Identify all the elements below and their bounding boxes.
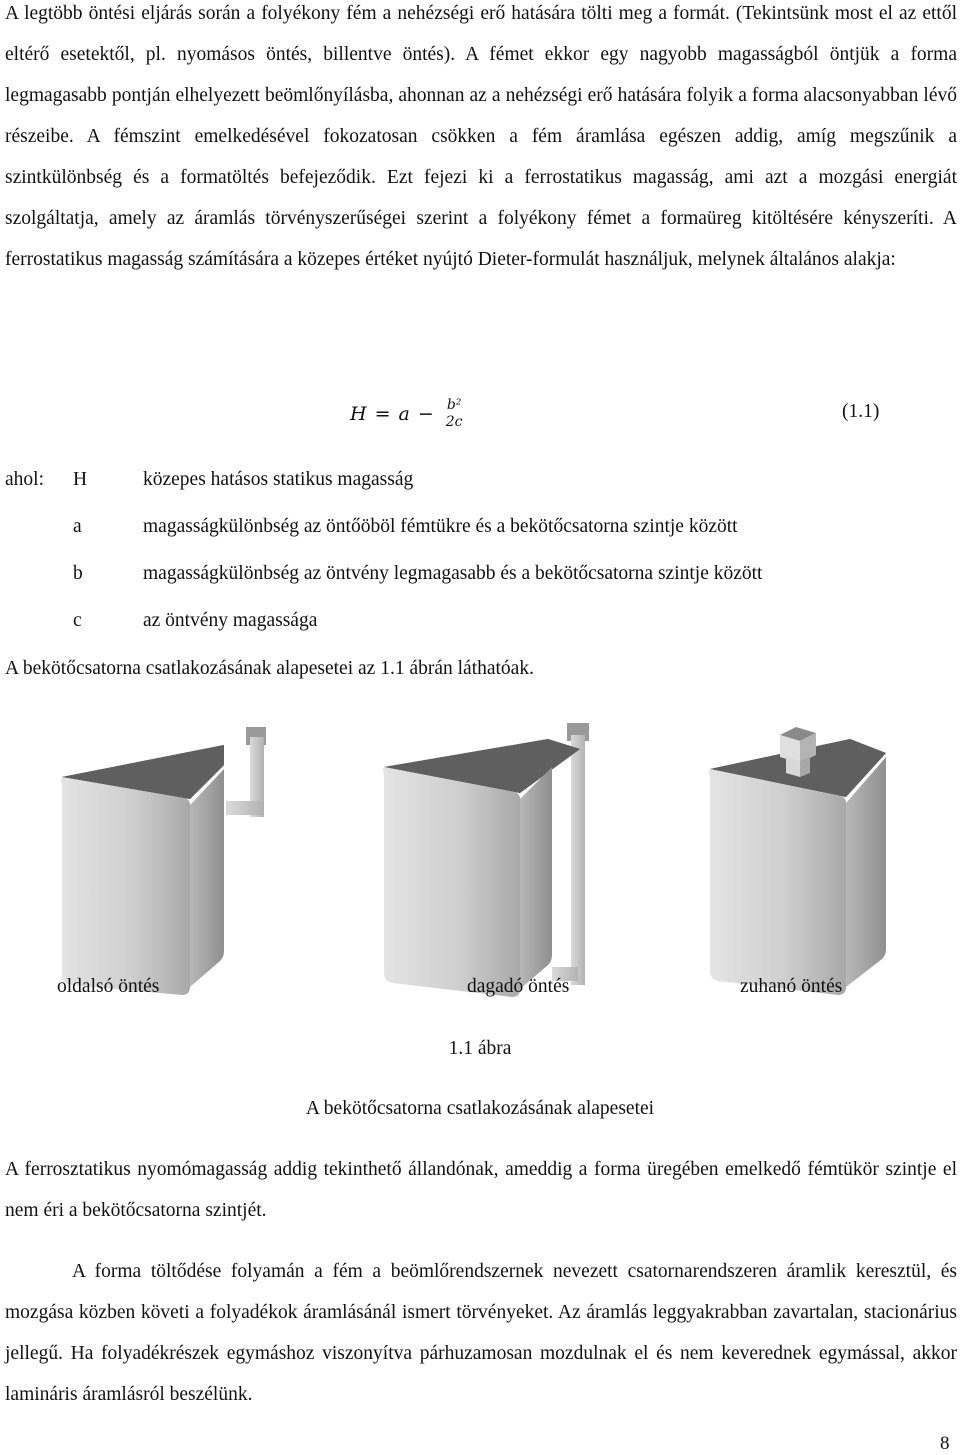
figure-reference: A bekötőcsatorna csatlakozásának alapesetei az 1.1 ábrán láthatóak.	[5, 658, 534, 679]
definition-text: az öntvény magassága	[143, 610, 318, 631]
box-front	[61, 777, 190, 995]
flow-paragraph: A forma töltődése folyamán a fém a beömlőrendszernek nevezett csatornarendszeren áramlik keresztül, és mozgása közben követi a folyadékok áramlásánál ismert törvényeket. Az áramlás leggyakrabban zavartalan, stacionárius jellegű. Ha folyadékrészek egymáshoz viszonyítva párhuzamosan mozdulnak el és nem keverednek egymással, akkor lamináris áramlásról beszélünk.	[5, 1261, 957, 1405]
figure-label-top: zuhanó öntés	[740, 976, 843, 997]
box-front	[383, 767, 520, 997]
runner-channel	[226, 801, 264, 815]
definition-row	[5, 460, 905, 500]
casting-bottom-gating	[383, 723, 589, 997]
dieter-formula	[350, 386, 465, 442]
definition-symbol: H	[73, 469, 88, 490]
definition-prefix: ahol:	[5, 469, 44, 490]
page-number: 8	[940, 1433, 950, 1454]
definition-row	[5, 554, 905, 594]
fraction-denominator: 2c	[445, 414, 463, 430]
casting-side-gating	[61, 727, 266, 995]
box-side	[520, 767, 552, 989]
figure-label-side: oldalsó öntés	[57, 976, 160, 997]
definition-text: közepes hatásos statikus magasság	[143, 469, 414, 490]
formula-lhs: H	[350, 403, 367, 425]
equation-number: (1.1)	[842, 401, 880, 422]
box-front	[709, 769, 846, 995]
definition-symbol: a	[73, 516, 82, 537]
definition-row	[5, 601, 905, 641]
definition-text: magasságkülönbség az öntvény legmagasabb és a bekötőcsatorna szintje között	[143, 563, 763, 584]
formula-a: a	[398, 403, 410, 425]
fraction-numerator: b²	[446, 397, 462, 413]
definition-text: magasságkülönbség az öntőöböl fémtükre és a bekötőcsatorna szintje között	[143, 516, 738, 537]
formula-fraction	[444, 397, 465, 431]
intro-paragraph: A legtöbb öntési eljárás során a folyékony fém a nehézségi erő hatására tölti meg a formát. (Tekintsünk most el az ettől eltérő esetektől, pl. nyomásos öntés, billentve öntés). A fémet ekkor egy nagyobb magasságból öntjük a forma legmagasabb pontján elhelyezett beömlőnyílásba, ahonnan az a nehézségi erő hatására folyik a forma alacsonyabban lévő részeibe. A fémszint emelkedésével fokozatosan csökken a fém áramlása egészen addig, amíg megszűnik a szintkülönbség és a formatöltés befejeződik. Ezt fejezi ki a ferrostatikus magasság, ami azt a mozgási energiát szolgáltatja, amely az áramlás törvényszerűségei szerint a folyékony fémet a formaüreg kitöltésére kényszeríti. A ferrostatikus magasság számítására a közepes értéket nyújtó Dieter-formulát használjuk, melynek általános alakja:	[5, 3, 957, 270]
definition-symbol: c	[73, 610, 82, 631]
box-side	[846, 757, 886, 987]
figure-label-bottom: dagadó öntés	[467, 976, 570, 997]
definition-symbol: b	[73, 563, 83, 584]
figure-caption: A bekötőcsatorna csatlakozásának alapesetei	[305, 1098, 655, 1119]
sprue-pipe	[571, 735, 585, 985]
ferro-paragraph: A ferrosztatikus nyomómagasság addig tekinthető állandónak, ameddig a forma üregében emelkedő fémtükör szintje el nem éri a bekötőcsatorna szintjét.	[5, 1159, 957, 1221]
figure-number: 1.1 ábra	[448, 1038, 512, 1059]
formula-equals: =	[374, 403, 391, 425]
casting-top-gating	[709, 727, 886, 995]
formula-minus: −	[417, 403, 434, 425]
casting-figure	[0, 705, 960, 1005]
box-side	[190, 769, 224, 987]
definition-row	[5, 507, 905, 547]
